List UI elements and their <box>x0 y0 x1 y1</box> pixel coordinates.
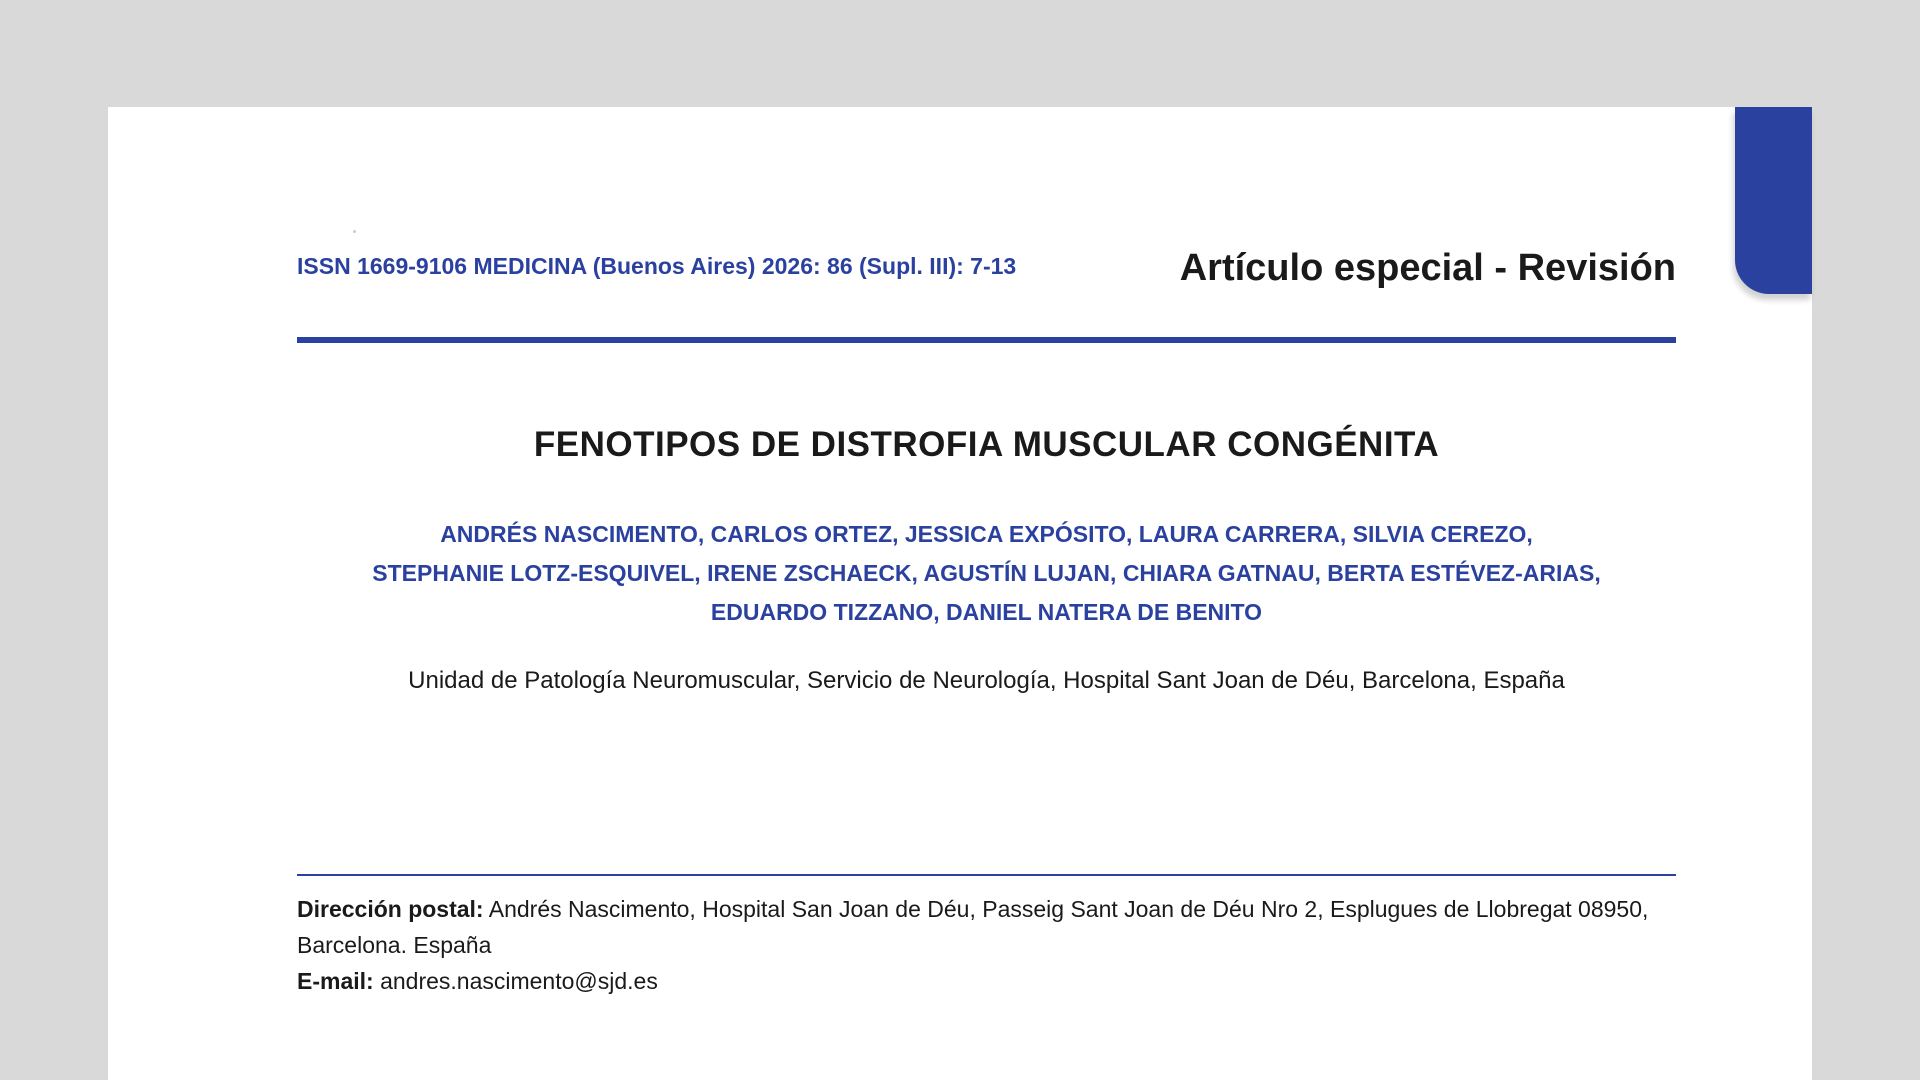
affiliation: Unidad de Patología Neuromuscular, Servicio de Neurología, Hospital Sant Joan de Déu, Barcelona, España <box>408 667 1565 694</box>
email-value[interactable]: andres.nascimento@sjd.es <box>380 968 658 994</box>
corner-tab <box>1735 107 1812 294</box>
postal-address <box>297 891 1676 927</box>
email-label: E-mail: <box>297 968 374 994</box>
article-type: Artículo especial - Revisión <box>1179 247 1676 289</box>
postal-value: Andrés Nascimento, Hospital San Joan de Déu, Passeig Sant Joan de Déu Nro 2, Esplugues de Llobregat 08950, <box>488 896 1649 922</box>
journal-issn: ISSN 1669-9106 MEDICINA (Buenos Aires) 2026: 86 (Supl. III): 7-13 <box>297 253 1017 279</box>
postal-address-line2: Barcelona. España <box>297 932 492 958</box>
author-line: EDUARDO TIZZANO, DANIEL NATERA DE BENITO <box>710 599 1263 625</box>
contact-block <box>297 891 1676 999</box>
footer-rule <box>297 874 1676 876</box>
decorative-dot <box>353 230 356 233</box>
author-list <box>297 515 1676 632</box>
header-rule <box>297 337 1676 343</box>
author-line: STEPHANIE LOTZ-ESQUIVEL, IRENE ZSCHAECK, AGUSTÍN LUJAN, CHIARA GATNAU, BERTA ESTÉVEZ-ARIAS, <box>372 560 1601 586</box>
postal-label: Dirección postal: <box>297 896 484 922</box>
author-line: ANDRÉS NASCIMENTO, CARLOS ORTEZ, JESSICA EXPÓSITO, LAURA CARRERA, SILVIA CEREZO, <box>440 521 1533 547</box>
email <box>297 963 1676 999</box>
article-title: FENOTIPOS DE DISTROFIA MUSCULAR CONGÉNITA <box>533 425 1440 464</box>
document-page <box>108 107 1812 1080</box>
